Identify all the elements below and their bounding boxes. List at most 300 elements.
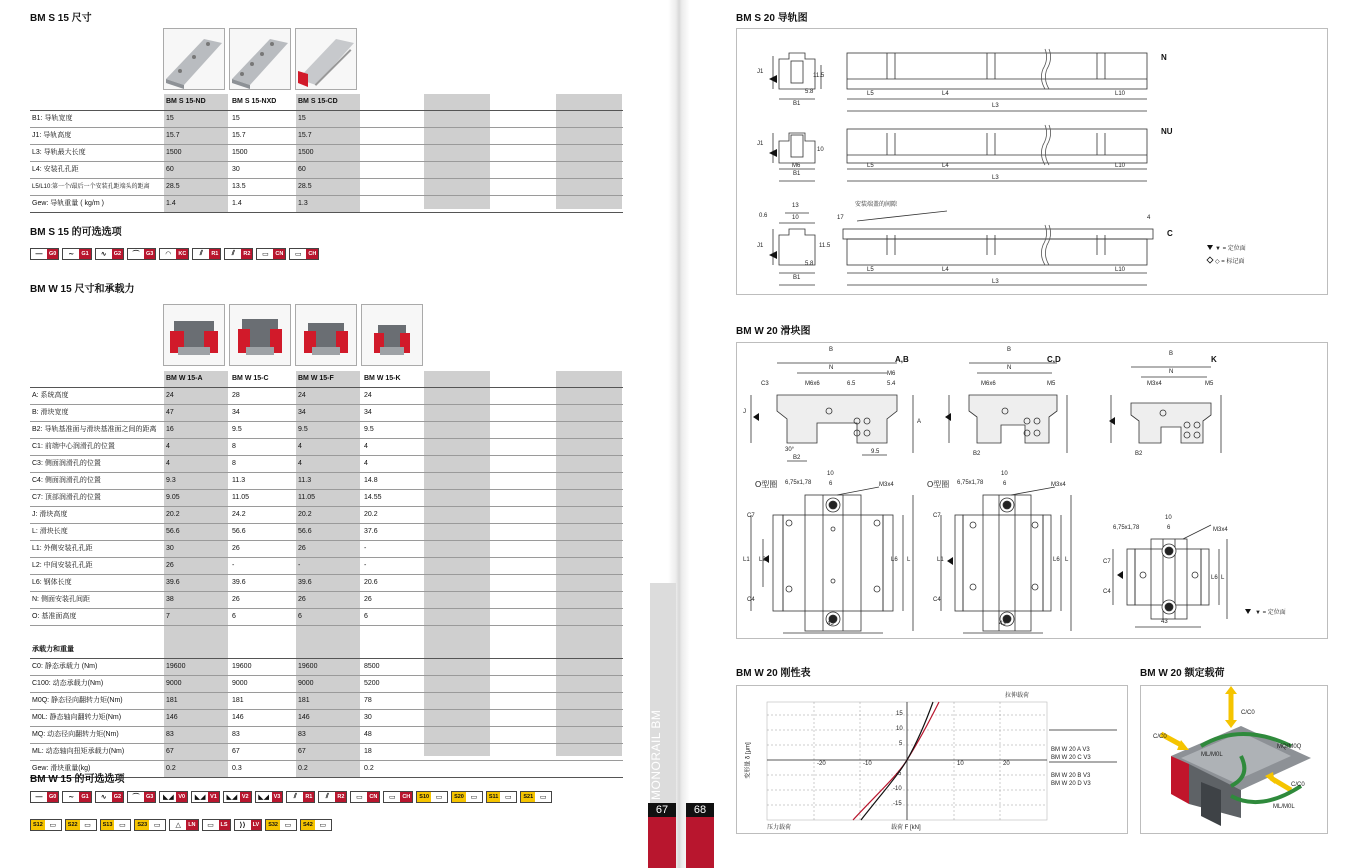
w15-photo-row: [163, 304, 423, 366]
load-label: MQ/M0Q: [1277, 744, 1302, 750]
oring-size: 6,75x1,78: [957, 480, 984, 486]
row-label: J1: 导轨高度: [32, 132, 72, 139]
option-code: R2: [337, 794, 345, 800]
dim-m3x4: M3x4: [1051, 482, 1066, 488]
cell: 39.6: [296, 575, 360, 591]
dim-c4: C4: [747, 597, 755, 603]
option-symbol-icon: ▭: [389, 794, 396, 801]
table-row: [30, 575, 623, 592]
dim-b: B: [1007, 347, 1012, 353]
cell: 30: [164, 541, 228, 557]
dim-j: J: [743, 409, 746, 415]
dim-l6: L6: [1211, 575, 1218, 581]
cell: 1.3: [296, 196, 360, 212]
cell: 18: [364, 748, 372, 755]
header-cell: BM W 15-A: [164, 371, 228, 387]
option-code: G1: [81, 251, 89, 257]
s15-options-row: [30, 248, 319, 260]
dim-m6: M6: [887, 371, 896, 377]
option-symbol-icon: ⫽: [199, 250, 203, 257]
option-code: G0: [49, 794, 57, 800]
cell: 28.5: [164, 179, 228, 195]
cell: 26: [232, 596, 240, 603]
dim-l: L: [1065, 557, 1069, 563]
row-label: A: 系统高度: [32, 392, 69, 399]
gap-label: 安装端盖的间隙: [855, 202, 898, 208]
cell: 9000: [296, 676, 360, 692]
load-label: ML/M0L: [1273, 804, 1295, 810]
row-label: ML: 动态轴向扭矩承载力(Nm): [32, 748, 125, 755]
table-row: [30, 111, 623, 128]
cell: 4: [164, 456, 228, 472]
cell: 19600: [164, 659, 228, 675]
dim-10: 10: [827, 471, 834, 477]
option-symbol-icon: ◣◢: [258, 794, 269, 801]
dim-5-8: 5.8: [805, 261, 814, 267]
row-label: C100: 动态承载力(Nm): [32, 680, 104, 687]
dim-b2: B2: [793, 455, 801, 461]
dim-10: 10: [792, 215, 799, 221]
cell: 9.5: [232, 426, 242, 433]
option-symbol-icon: —: [35, 250, 43, 258]
dim-m3x4: M3x4: [879, 482, 894, 488]
cell: -: [296, 558, 360, 574]
table-row: [30, 456, 623, 473]
option-symbol-icon: ▭: [505, 794, 512, 801]
row-label: C0: 静态承载力 (Nm): [32, 663, 98, 670]
option-s12: [30, 819, 62, 831]
option-r1: [286, 791, 315, 803]
cell: 9000: [232, 680, 248, 687]
cell: 7: [164, 609, 228, 625]
table-row: [30, 558, 623, 575]
cell: 83: [164, 727, 228, 743]
dim-c4: C4: [1103, 589, 1111, 595]
cell: 26: [364, 596, 372, 603]
stiffness-chart-panel: [736, 685, 1128, 834]
y-tick: -5: [896, 771, 902, 777]
option-symbol-icon: —: [35, 793, 43, 801]
cell: 11.3: [232, 477, 246, 484]
block-photo-f: [295, 304, 357, 366]
cell: 16: [164, 422, 228, 438]
cell: 60: [296, 162, 360, 178]
cell: 20.2: [364, 511, 378, 518]
cell: 67: [164, 744, 228, 760]
dim-10: 10: [1001, 471, 1008, 477]
option-symbol-icon: ◣◢: [162, 794, 174, 801]
option-g1: [62, 248, 91, 260]
option-code: LS: [220, 822, 228, 828]
option-symbol-icon: ⫽: [231, 250, 235, 257]
cell: 15.7: [164, 128, 228, 144]
cell: 83: [296, 727, 360, 743]
option-s20: [451, 791, 483, 803]
option-g2: [95, 248, 124, 260]
cell: 4: [364, 443, 368, 450]
table-row: [30, 592, 623, 609]
compression-label: 压力载荷: [767, 825, 792, 831]
dim-l4: L4: [942, 91, 949, 97]
cell: 8: [232, 460, 236, 467]
option-symbol-icon: ▭: [284, 822, 292, 829]
dim-m6: M6: [792, 163, 801, 169]
dim-13: 13: [792, 203, 799, 209]
section-label: 承载力和重量: [32, 646, 74, 653]
cell: 8500: [364, 663, 380, 670]
dim-b2: B2: [1135, 451, 1143, 457]
option-code: S32: [268, 822, 278, 828]
left-page: [0, 0, 648, 868]
load-label: C/C0: [1153, 734, 1167, 740]
option-code: S13: [102, 822, 113, 828]
cell: 83: [232, 731, 240, 738]
block-title: BM W 20 滑块图: [736, 326, 811, 337]
option-symbol-icon: ▭: [207, 822, 214, 829]
table-spacer: [30, 626, 623, 642]
option-symbol-icon: ⫽: [325, 793, 329, 800]
table-row: [30, 196, 623, 213]
table-row: [30, 541, 623, 558]
cell: 60: [164, 162, 228, 178]
option-symbol-icon: ▭: [319, 822, 327, 829]
cell: 181: [164, 693, 228, 709]
option-g0: [30, 248, 59, 260]
table-row: [30, 179, 623, 196]
row-label: L5/L10:第一个/最后一个安装孔距端头的距离: [32, 184, 150, 190]
option-g0: [30, 791, 59, 803]
option-symbol-icon: ⌒: [132, 251, 140, 258]
w15-options-title: BM W 15 的可选选项: [30, 774, 125, 785]
table-row: [30, 710, 623, 727]
option-code: CN: [275, 251, 284, 257]
option-s32: [265, 819, 297, 831]
option-code: LN: [188, 822, 196, 828]
variant-k-label: K: [1211, 355, 1217, 364]
cell: 1.4: [164, 196, 228, 212]
option-code: G2: [113, 251, 122, 257]
option-symbol-icon: ⟩⟩: [239, 822, 246, 829]
option-code: V1: [210, 794, 217, 800]
cell: 26: [296, 592, 360, 608]
option-code: KC: [178, 251, 187, 257]
dim-l: L: [1221, 575, 1225, 581]
dim-17: 17: [837, 215, 844, 221]
variant-cd-label: C,D: [1047, 355, 1061, 364]
cell: 4: [296, 456, 360, 472]
option-symbol-icon: ◠: [165, 251, 172, 258]
cell: 0.3: [232, 765, 242, 772]
cell: 14.8: [364, 477, 378, 484]
dim-c3: C3: [761, 381, 769, 387]
dim-b: B: [829, 347, 834, 353]
dim-l10: L10: [1115, 163, 1126, 169]
row-label: B: 滑块宽度: [32, 409, 69, 416]
option-symbol-icon: ◣◢: [226, 794, 238, 801]
y-tick: -10: [893, 786, 902, 792]
row-label: C1: 前端中心润滑孔的位置: [32, 443, 115, 450]
cell: 30: [364, 714, 372, 721]
cell: 9.3: [164, 473, 228, 489]
dim-l2: L2: [759, 557, 766, 563]
table-row: [30, 388, 623, 405]
page-number-right: 68: [686, 803, 714, 817]
right-page: [710, 0, 1347, 868]
variant-n-label: N: [1161, 53, 1167, 62]
table-row: [30, 162, 623, 179]
option-code: S20: [454, 794, 464, 800]
option-code: G1: [81, 794, 89, 800]
option-symbol-icon: ▭: [262, 251, 269, 258]
cell: 14.55: [364, 494, 382, 501]
cell: -: [232, 562, 235, 569]
rail-photo-nd: [163, 28, 225, 90]
cell: 26: [164, 558, 228, 574]
cell: 5200: [364, 680, 380, 687]
cell: 4: [364, 460, 368, 467]
dim-n: N: [829, 365, 834, 371]
option-s42: [300, 819, 332, 831]
cell: 56.6: [296, 524, 360, 540]
row-label: L1: 外侧安装孔孔距: [32, 545, 93, 552]
option-v2: [223, 791, 252, 803]
option-code: S11: [488, 794, 499, 800]
dim-43: 43: [999, 621, 1006, 627]
option-symbol-icon: ▭: [153, 822, 161, 829]
y-tick: -15: [893, 801, 902, 807]
option-code: V2: [241, 794, 249, 800]
dim-m3x4: M3x4: [1213, 527, 1228, 533]
y-tick: 10: [896, 726, 903, 732]
cell: 20.2: [296, 507, 360, 523]
rail-photo-nxd: [229, 28, 291, 90]
option-code: V0: [178, 794, 186, 800]
table-row: [30, 507, 623, 524]
side-label: MONORAIL BM: [649, 709, 663, 800]
oring-label: O型圈: [927, 480, 950, 489]
option-g3: [127, 791, 156, 803]
cell: 67: [232, 748, 240, 755]
dim-0-6: 0.6: [759, 213, 768, 219]
dim-l10: L10: [1115, 91, 1126, 97]
w15-table-body: [30, 388, 623, 626]
oring-size: 6,75x1,78: [785, 480, 812, 486]
cell: 1.4: [232, 200, 242, 207]
variant-nu-label: NU: [1161, 127, 1173, 136]
page-number-left: 67: [648, 803, 676, 817]
cell: 6: [296, 609, 360, 625]
red-tab: [648, 817, 676, 868]
dim-m5: M5: [1205, 381, 1214, 387]
option-code: R1: [305, 794, 313, 800]
cell: 13.5: [232, 183, 246, 190]
option-s22: [65, 819, 97, 831]
cell: 0.2: [164, 761, 228, 777]
rated-load-figure: [1141, 686, 1327, 833]
dim-c4: C4: [933, 597, 941, 603]
cell: 4: [296, 439, 360, 455]
row-label: C4: 侧面润滑孔的位置: [32, 477, 101, 484]
header-cell: BM W 15-K: [364, 375, 401, 382]
option-symbol-icon: ∿: [100, 794, 107, 801]
option-v0: [159, 791, 188, 803]
cell: 48: [364, 731, 372, 738]
option-kc: [159, 248, 189, 260]
dim-l5: L5: [867, 267, 874, 273]
option-r2: [224, 248, 253, 260]
dim-m6x6: M6x6: [981, 381, 996, 387]
rail-title: BM S 20 导轨图: [736, 13, 808, 24]
cell: 19600: [232, 663, 252, 670]
dim-6-5: 6.5: [847, 381, 856, 387]
option-g1: [62, 791, 91, 803]
variant-ab-label: A,B: [895, 355, 909, 364]
cell: 26: [296, 541, 360, 557]
dim-l4: L4: [942, 163, 949, 169]
stiffness-title: BM W 20 刚性表: [736, 668, 811, 679]
y-tick: 5: [899, 741, 903, 747]
option-s11: [486, 791, 517, 803]
option-code: S22: [67, 822, 78, 828]
option-code: S12: [33, 822, 43, 828]
block-drawing-panel: [736, 342, 1328, 639]
dim-l6: L6: [1053, 557, 1060, 563]
table-row: [30, 422, 623, 439]
cell: 6: [232, 613, 236, 620]
cell: 34: [232, 409, 240, 416]
dim-43: 43: [827, 621, 834, 627]
dim-l6: L6: [891, 557, 898, 563]
dim-l3: L3: [992, 103, 999, 109]
dim-l10: L10: [1115, 267, 1126, 273]
cell: 67: [296, 744, 360, 760]
s15-title: BM S 15 尺寸: [30, 13, 92, 24]
table-row: [30, 693, 623, 710]
rated-load-title: BM W 20 额定载荷: [1140, 668, 1225, 679]
cell: 6: [364, 613, 368, 620]
dim-6: 6: [829, 481, 833, 487]
dim-9-5: 9.5: [871, 449, 880, 455]
row-label: L2: 中间安装孔孔距: [32, 562, 93, 569]
table-row: [30, 727, 623, 744]
row-label: L4: 安装孔孔距: [32, 166, 79, 173]
option-code: CH: [402, 794, 411, 800]
option-r1: [192, 248, 221, 260]
option-ln: [169, 819, 198, 831]
w15-table: [30, 371, 623, 778]
dim-5-4: 5.4: [887, 381, 896, 387]
dim-m5: M5: [1047, 381, 1056, 387]
dim-10: 10: [1165, 515, 1172, 521]
rated-load-panel: [1140, 685, 1328, 834]
dim-m3x4: M3x4: [1147, 381, 1162, 387]
option-symbol-icon: △: [175, 822, 181, 829]
dim-l1: L1: [937, 557, 944, 563]
w15-title: BM W 15 尺寸和承载力: [30, 284, 135, 295]
w15-options-row: [30, 791, 552, 803]
dim-10: 10: [817, 147, 824, 153]
table-row: [30, 609, 623, 626]
s15-options-title: BM S 15 的可选选项: [30, 227, 122, 238]
option-code: S23: [137, 822, 148, 828]
option-code: R1: [211, 251, 219, 257]
cell: 28: [232, 392, 240, 399]
dim-m6x6: M6x6: [805, 381, 820, 387]
cell: 15: [296, 111, 360, 127]
row-label: J: 滑块高度: [32, 511, 68, 518]
tension-label: 拉伸载荷: [1005, 693, 1030, 699]
cell: 146: [296, 710, 360, 726]
table-header: [30, 94, 623, 111]
load-label: C/C0: [1291, 782, 1305, 788]
option-code: S21: [523, 794, 534, 800]
row-label: L: 滑块长度: [32, 528, 68, 535]
cell: 9.5: [296, 422, 360, 438]
row-label: M0L: 静态轴向翻转力矩(Nm): [32, 714, 122, 721]
dim-b1: B1: [793, 171, 801, 177]
option-r2: [318, 791, 347, 803]
cell: 0.2: [364, 765, 374, 772]
row-label: MQ: 动态径向翻转力矩(Nm): [32, 731, 119, 738]
dim-c7: C7: [1103, 559, 1111, 565]
legend-locating: ▼ = 定位面: [1215, 246, 1246, 252]
cell: 24: [296, 388, 360, 404]
block-legend: ▼ = 定位面: [1255, 610, 1286, 616]
option-symbol-icon: ▭: [539, 794, 547, 801]
cell: 39.6: [232, 579, 246, 586]
table-row: [30, 128, 623, 145]
option-symbol-icon: ▭: [119, 822, 126, 829]
row-label: M0Q: 静态径向翻转力矩(Nm): [32, 697, 123, 704]
dim-b2: B2: [973, 451, 981, 457]
table-row: [30, 145, 623, 162]
cell: 11.05: [296, 490, 360, 506]
row-label: B2: 导轨基准面与滑块基准面之间的距离: [32, 426, 157, 433]
rail-drawing: [737, 29, 1327, 294]
cell: 19600: [296, 659, 360, 675]
row-label: L3: 导轨最大长度: [32, 149, 86, 156]
row-label: Gew: 导轨重量 ( kg/m ): [32, 200, 104, 207]
dim-j1: J1: [757, 243, 764, 249]
dim-c7: C7: [747, 513, 755, 519]
dim-11-5: 11.5: [819, 243, 831, 249]
option-lv: [234, 819, 263, 831]
dim-6: 6: [1003, 481, 1007, 487]
row-label: L6: 钢体长度: [32, 579, 72, 586]
cell: 28.5: [296, 179, 360, 195]
dim-l: L: [907, 557, 911, 563]
cell: 0.2: [296, 761, 360, 777]
dim-5-8: 5.8: [805, 89, 814, 95]
row-label: B1: 导轨宽度: [32, 115, 73, 122]
dim-l3: L3: [992, 175, 999, 181]
option-code: G0: [49, 251, 57, 257]
cell: 24: [164, 388, 228, 404]
legend-series-a: BM W 20 A V3 BM W 20 C V3: [1051, 747, 1091, 761]
cell: 56.6: [164, 524, 228, 540]
option-symbol-icon: ∿: [100, 251, 107, 258]
w15-options-row: [30, 819, 332, 831]
x-tick: -20: [817, 761, 826, 767]
option-ch: [383, 791, 413, 803]
option-s21: [520, 791, 552, 803]
table-row: [30, 744, 623, 761]
w15-load-body: [30, 659, 623, 778]
cell: 1500: [296, 145, 360, 161]
x-axis-label: 载荷 F [kN]: [891, 825, 921, 831]
header-cell: BM S 15-NXD: [232, 98, 277, 105]
table-row: [30, 676, 623, 693]
